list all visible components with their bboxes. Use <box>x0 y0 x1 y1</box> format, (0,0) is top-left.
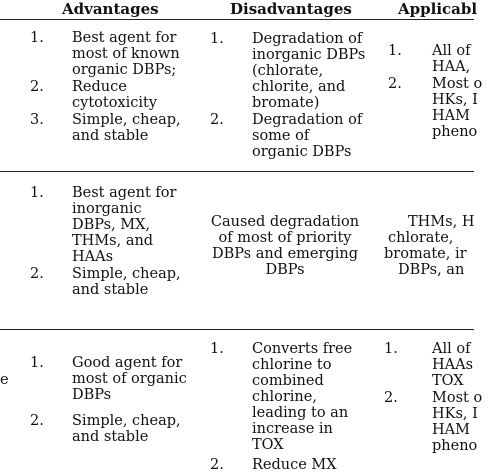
text-line: organic DBPs; <box>72 62 177 78</box>
text-line: Best agent for <box>72 185 177 201</box>
list-item <box>30 413 205 445</box>
list-item <box>388 43 488 75</box>
item-number: 2. <box>30 413 44 429</box>
item-number: 2. <box>30 79 44 95</box>
row2-disadvantages <box>200 214 370 278</box>
row3-disadvantages <box>210 341 380 474</box>
text-line: Most o <box>432 76 483 92</box>
list-item <box>30 30 205 78</box>
text-line: Degradation of <box>252 112 363 128</box>
item-number: 2. <box>384 390 398 406</box>
text-line: Simple, cheap, <box>72 413 181 429</box>
text-line: pheno <box>432 124 478 140</box>
text-line: of most of priority <box>218 230 352 246</box>
text-line: bromate, ir <box>384 246 467 262</box>
text-line: HKs, I <box>432 92 478 108</box>
list-item <box>30 355 205 403</box>
item-number: 1. <box>384 341 398 357</box>
text-line: HKs, I <box>432 406 478 422</box>
text-line: Simple, cheap, <box>72 266 181 282</box>
row3-applicable <box>384 341 484 455</box>
text-line: Simple, cheap, <box>72 112 181 128</box>
text-line: some of <box>252 128 310 144</box>
row2-applicable <box>384 214 484 278</box>
text-line: chlorite, and <box>252 79 346 95</box>
list-item <box>210 341 380 453</box>
item-number: 3. <box>30 112 44 128</box>
list-item <box>30 185 205 265</box>
row3-advantages <box>30 355 205 446</box>
text-line: Good agent for <box>72 355 183 371</box>
item-number: 1. <box>30 185 44 201</box>
text-line: Reduce <box>72 79 127 95</box>
header-applicable: Applicabl <box>398 0 478 18</box>
item-number: 2. <box>210 112 224 128</box>
text-line: Most o <box>432 390 483 406</box>
text-line: Converts free <box>252 341 353 357</box>
list-item <box>384 390 484 454</box>
list-item <box>210 31 380 111</box>
text-line: THMs, and <box>72 233 154 249</box>
list-item <box>30 79 205 111</box>
list-item <box>30 112 205 144</box>
text-line: DBPs, MX, <box>72 217 151 233</box>
text-line: cytotoxicity <box>72 95 158 111</box>
item-number: 2. <box>388 76 402 92</box>
row1-disadvantages <box>210 31 380 161</box>
row1-applicable <box>388 43 488 141</box>
text-line: TOX <box>252 437 284 453</box>
text-line: (chlorate, <box>252 63 324 79</box>
text-line: and stable <box>72 429 149 445</box>
text-line: HAM <box>432 422 470 438</box>
list-item <box>384 341 484 389</box>
text-line: chlorine, <box>252 389 317 405</box>
text-line: Reduce MX <box>252 457 337 473</box>
row-divider-2 <box>0 329 474 330</box>
text-line: inorganic <box>72 201 142 217</box>
text-line: organic DBPs <box>252 144 352 160</box>
text-line: All of <box>432 341 471 357</box>
row1-advantages <box>30 30 205 145</box>
text-line: Degradation of <box>252 31 363 47</box>
text-line: HAAs <box>72 249 114 265</box>
row-divider-1 <box>0 171 474 172</box>
item-number: 2. <box>210 457 224 473</box>
item-number: 1. <box>388 43 402 59</box>
text-line: bromate) <box>252 95 320 111</box>
text-line: chlorate, <box>388 230 454 246</box>
text-line: and stable <box>72 128 149 144</box>
text-line: HAM <box>432 108 470 124</box>
item-number: 1. <box>30 30 44 46</box>
text-line: DBPs and emerging <box>212 246 358 262</box>
text-line: chlorine to <box>252 357 332 373</box>
text-line: TOX <box>432 373 464 389</box>
text-line: Best agent for <box>72 30 177 46</box>
text-line: DBPs <box>265 262 305 278</box>
row2-advantages <box>30 185 205 299</box>
item-number: 1. <box>210 31 224 47</box>
text-line: leading to an <box>252 405 349 421</box>
list-item <box>210 457 380 473</box>
header-advantages: Advantages <box>62 0 159 18</box>
text-line: Caused degradation <box>210 214 360 230</box>
text-line: and stable <box>72 282 149 298</box>
item-number: 2. <box>30 266 44 282</box>
text-line: THMs, H <box>408 214 475 230</box>
text-line: HAAs <box>432 357 474 373</box>
item-number: 1. <box>30 355 44 371</box>
text-line: All of <box>432 43 471 59</box>
text-line: most of known <box>72 46 180 62</box>
row3-left-fragment: e <box>0 372 9 388</box>
list-item <box>210 112 380 160</box>
list-item <box>30 266 205 298</box>
text-line: inorganic DBPs <box>252 47 366 63</box>
text-line: DBPs <box>72 387 112 403</box>
text-line: pheno <box>432 438 478 454</box>
text-line: HAA, <box>432 59 471 75</box>
text-line: combined <box>252 373 324 389</box>
list-item <box>388 76 488 140</box>
header-divider <box>0 19 474 20</box>
item-number: 1. <box>210 341 224 357</box>
text-line: DBPs, an <box>398 262 465 278</box>
text-line: most of organic <box>72 371 187 387</box>
text-line: increase in <box>252 421 333 437</box>
header-disadvantages: Disadvantages <box>230 0 352 18</box>
